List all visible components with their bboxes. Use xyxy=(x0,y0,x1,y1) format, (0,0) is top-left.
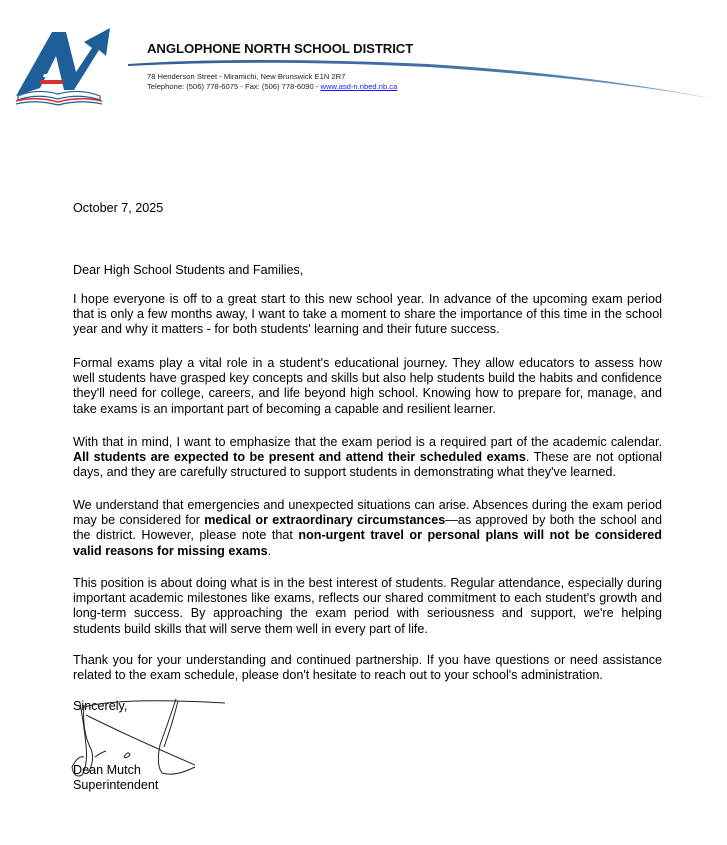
paragraph-1: I hope everyone is off to a great start to this new school year. In advance of the upcoming exam period that is only a few months away, I want to take a moment to share the importance of this time in the school year and why it matters - for both students' learning and their future success. xyxy=(73,292,662,337)
handwritten-signature-icon xyxy=(60,695,240,785)
letter-body xyxy=(73,201,663,792)
contact-line xyxy=(147,82,397,92)
text: . xyxy=(267,543,272,558)
signer-title: Superintendent xyxy=(73,778,159,792)
salutation: Dear High School Students and Families, xyxy=(73,263,304,277)
organization-name: ANGLOPHONE NORTH SCHOOL DISTRICT xyxy=(147,41,414,56)
address-block xyxy=(147,72,397,92)
paragraph-5: This position is about doing what is in the best interest of students. Regular attendance, especially during important academic milestones like exams, reflects our shared commitment to each student's growth and long-term success. By approaching the exam period with seriousness and support, we're helping students build skills that will serve them well in every part of life. xyxy=(73,576,662,636)
phone-fax: Telephone: (506) 778-6075 - Fax: (506) 778-6090 - xyxy=(147,82,321,91)
paragraph-2: Formal exams play a vital role in a student's educational journey. They allow educators to assess how well students have grasped key concepts and skills but also help students build the habits and confidence they'll need for college, careers, and life beyond high school. Knowing how to prepare for, manage, and take exams is an important part of becoming a capable and resilient learner. xyxy=(73,356,662,416)
emphasis-invalid-reasons: non-urgent travel or personal plans will not be considered valid reasons for missing exams xyxy=(73,528,663,558)
emphasis-valid-absences: medical or extraordinary circumstances xyxy=(204,513,446,528)
closing: Sincerely, xyxy=(73,699,128,713)
text: We understand that emergencies and unexpected situations can arise. Absences during the exam period may be considered for xyxy=(73,498,662,528)
text: —as approved by both the school and the district. However, please note that xyxy=(73,513,662,543)
emphasis-attendance-required: All students are expected to be present and attend their scheduled exams xyxy=(73,450,526,465)
paragraph-4 xyxy=(73,498,662,559)
text: . These are not optional days, and they are carefully structured to support students in demonstrating what they've learned. xyxy=(73,450,663,480)
street-address: 78 Henderson Street - Miramichi, New Brunswick E1N 2R7 xyxy=(147,72,346,81)
signer-name: Dean Mutch xyxy=(73,763,141,777)
district-logo-icon xyxy=(14,26,114,106)
text: With that in mind, I want to emphasize that the exam period is a required part of the academic calendar. xyxy=(73,435,662,449)
letterhead xyxy=(0,0,727,110)
website-link[interactable]: www.asd-n.nbed.nb.ca xyxy=(320,82,398,91)
paragraph-3 xyxy=(73,435,662,481)
letter-date: October 7, 2025 xyxy=(73,201,164,215)
paragraph-6: Thank you for your understanding and continued partnership. If you have questions or need assistance related to the exam schedule, please don't hesitate to reach out to your school's administration. xyxy=(73,653,662,683)
